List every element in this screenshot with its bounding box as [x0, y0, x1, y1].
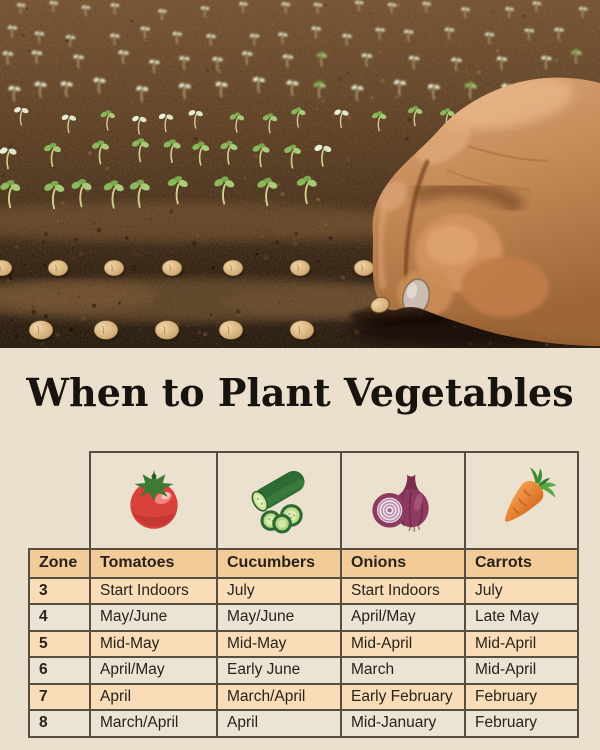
planting-table — [28, 548, 579, 738]
zone-number: 6 — [29, 657, 90, 684]
onions-value: March — [341, 657, 465, 684]
info-panel — [0, 348, 600, 750]
table-header-row — [29, 549, 578, 578]
tomato-icon-cell — [90, 452, 217, 548]
tomatoes-value: Mid-May — [90, 631, 217, 658]
cucumbers-value: May/June — [217, 604, 341, 631]
column-header-carrots: Carrots — [465, 549, 578, 578]
column-header-tomatoes: Tomatoes — [90, 549, 217, 578]
tomatoes-value: May/June — [90, 604, 217, 631]
tomatoes-value: April/May — [90, 657, 217, 684]
cucumbers-value: March/April — [217, 684, 341, 711]
zone-number: 4 — [29, 604, 90, 631]
onions-value: Early February — [341, 684, 465, 711]
planting-photo — [0, 0, 600, 348]
column-header-cucumbers: Cucumbers — [217, 549, 341, 578]
cucumbers-value: April — [217, 710, 341, 737]
carrot-icon — [467, 464, 576, 536]
onion-icon-cell — [341, 452, 465, 548]
carrots-value: February — [465, 710, 578, 737]
vegetable-icon-row — [89, 451, 579, 548]
cucumber-slices — [262, 506, 301, 532]
planting-photo-scene — [0, 0, 600, 348]
zone-number: 5 — [29, 631, 90, 658]
table-row-zone-4 — [29, 604, 578, 631]
cucumber-icon — [219, 464, 339, 536]
column-header-onions: Onions — [341, 549, 465, 578]
carrots-value: Mid-April — [465, 631, 578, 658]
cucumbers-value: Mid-May — [217, 631, 341, 658]
column-header-zone: Zone — [29, 549, 90, 578]
zone-number: 8 — [29, 710, 90, 737]
tomatoes-value: March/April — [90, 710, 217, 737]
cucumbers-value: July — [217, 578, 341, 605]
carrots-value: July — [465, 578, 578, 605]
table-row-zone-5 — [29, 631, 578, 658]
cucumbers-value: Early June — [217, 657, 341, 684]
tomatoes-value: Start Indoors — [90, 578, 217, 605]
tomatoes-value: April — [90, 684, 217, 711]
carrots-value: Mid-April — [465, 657, 578, 684]
onions-value: Mid-January — [341, 710, 465, 737]
carrots-value: Late May — [465, 604, 578, 631]
table-row-zone-3 — [29, 578, 578, 605]
planting-tables — [28, 451, 577, 738]
page-title: When to Plant Vegetables — [26, 370, 574, 415]
onions-value: Start Indoors — [341, 578, 465, 605]
carrot-icon-cell — [465, 452, 578, 548]
onion-icon — [343, 464, 463, 536]
onions-value: April/May — [341, 604, 465, 631]
table-row-zone-8 — [29, 710, 578, 737]
zone-number: 7 — [29, 684, 90, 711]
tomato-icon — [92, 464, 215, 536]
table-row-zone-6 — [29, 657, 578, 684]
table-row-zone-7 — [29, 684, 578, 711]
zone-number: 3 — [29, 578, 90, 605]
carrots-value: February — [465, 684, 578, 711]
onions-value: Mid-April — [341, 631, 465, 658]
cucumber-icon-cell — [217, 452, 341, 548]
